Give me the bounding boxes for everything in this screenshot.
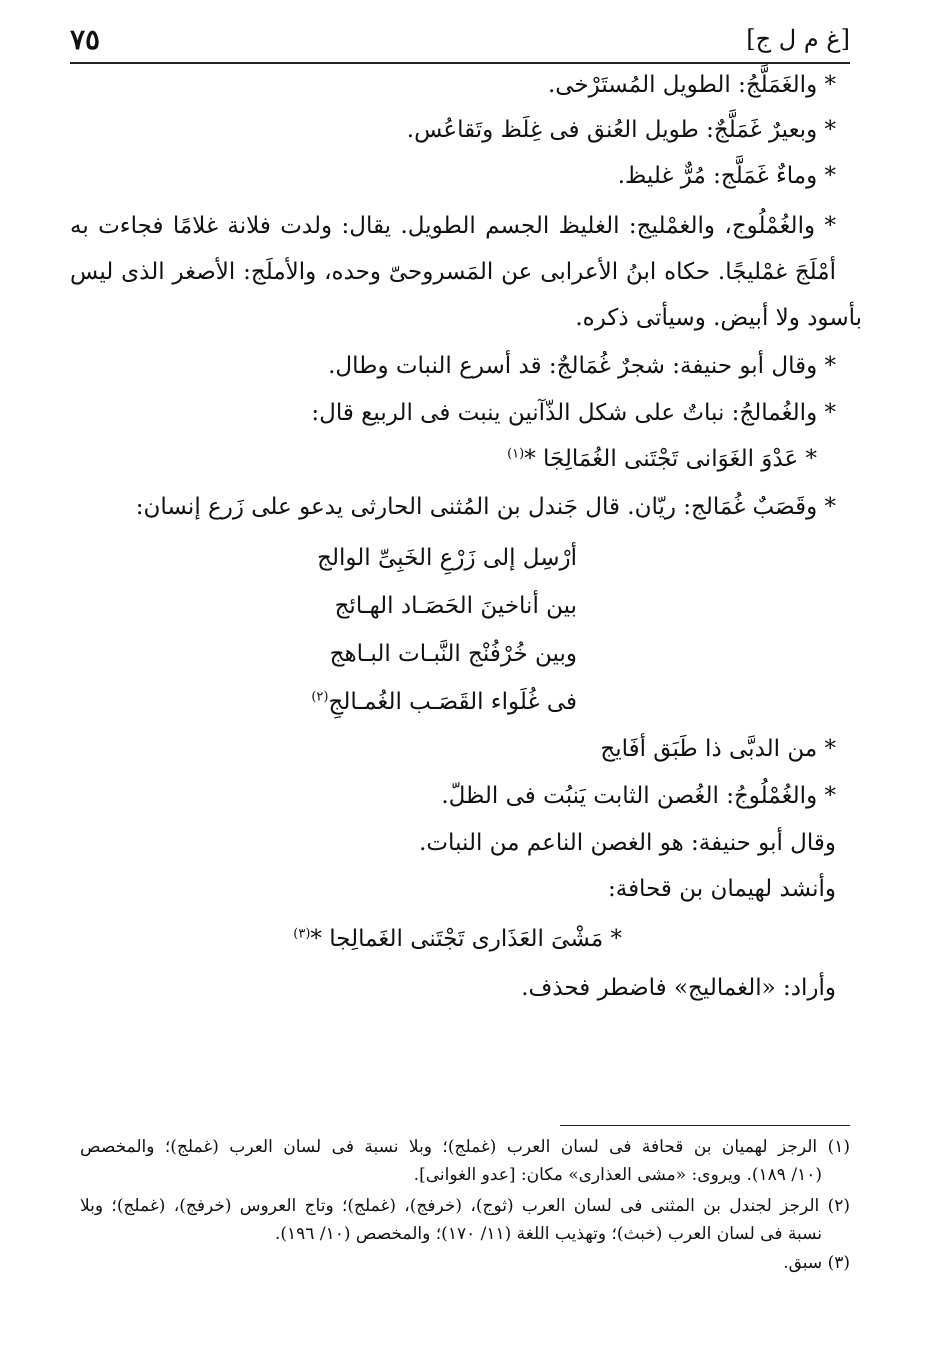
verse-line-1: [507, 446, 817, 474]
footnote-mark-3: (٣): [293, 926, 311, 942]
footnote-3: (٣) سبق.: [783, 1253, 850, 1273]
body-line-3: * وماءٌ غَمَلَّج: مُرٌّ غليظ.: [617, 163, 836, 189]
footnote-1-line-2: (١٠/ ١٨٩). ويروى: «مشى العذارى» مكان: [عدو الغوانى].: [413, 1165, 822, 1185]
footnote-rule: [560, 1125, 850, 1126]
poem-line-4-text: فى غُلَواء القَصَـب الغُمـالجِ: [328, 689, 577, 715]
body-line-14: وأنشد لهيمان بن قحافة:: [607, 876, 836, 902]
poem-line-2: بين أناخينَ الحَصَـاد الهـائج: [334, 593, 577, 619]
body-line-11: * من الدبَّى ذا طَبَق أفَايج: [600, 736, 836, 762]
body-line-5: أمْلَجَ غمْليجًا. حكاه ابنُ الأعرابى عن المَسروحىّ وحده، والأملَج: الأصغر الذى ليس: [70, 259, 836, 285]
verse-text-2: * مَشْىَ العَذَارى تَجْتَنى الغَمالِجا *: [310, 926, 622, 952]
verse-text: * عَدْوَ الغَوَانى تَجْتَنى الغُمَالِجَا *: [524, 446, 817, 472]
footnote-2-line-2: نسبة فى لسان العرب (خبث)؛ وتهذيب اللغة (١١/ ١٧٠)؛ والمخصص (١٠/ ١٩٦).: [274, 1224, 822, 1244]
page-header: [70, 20, 850, 58]
header-rule: [70, 62, 850, 64]
footnote-mark-1: (١): [507, 446, 525, 462]
running-head: [غ م ل ج]: [746, 25, 850, 53]
footnote-1-line-1: (١) الرجز لهميان بن قحافة فى لسان العرب (غملج)؛ وبلا نسبة فى لسان العرب (غملج)؛ والمخصص: [80, 1137, 850, 1157]
poem-line-4: [311, 689, 577, 717]
body-line-13: وقال أبو حنيفة: هو الغصن الناعم من النبات.: [419, 830, 836, 856]
body-line-12: * والغُمْلُوجُ: الغُصن الثابت يَنبُت فى الظلّ.: [441, 783, 836, 809]
body-line-10: * وقَصَبٌ غُمَالج: ريّان. قال جَندل بن المُثنى الحارثى يدعو على زَرع إنسان:: [135, 494, 836, 520]
body-line-1: * والغَمَلَّجُ: الطويل المُستَرْخى.: [547, 72, 836, 98]
body-line-15: وأراد: «الغماليج» فاضطر فحذف.: [521, 975, 836, 1001]
body-line-7: * وقال أبو حنيفة: شجرٌ غُمَالجٌ: قد أسرع النبات وطال.: [328, 353, 836, 379]
body-line-2: * وبعيرٌ غَمَلَّجٌ: طويل العُنق فى غِلَظ وتَقاعُس.: [406, 117, 836, 143]
poem-line-1: أرْسِل إلى زَرْعِ الخَبِىِّ الوالج: [317, 545, 577, 571]
page-number: ٧٥: [70, 22, 101, 56]
body-line-4: * والغُمْلُوج، والغمْليج: الغليظ الجسم الطويل. يقال: ولدت فلانة غلامًا فجاءت به: [70, 213, 836, 239]
poem-line-3: وبين خُرْفُنْج النَّبـات البـاهج: [329, 641, 577, 667]
footnote-2-line-1: (٢) الرجز لجندل بن المثنى فى لسان العرب (ثوج)، (خرفج)، (غملج)؛ وتاج العروس (خرفج)، (غملج)؛ وبلا: [80, 1196, 850, 1216]
body-line-8: * والغُمالجُ: نباتٌ على شكل الذّآنين ينبت فى الربيع قال:: [311, 400, 836, 426]
body-line-6: بأسود ولا أبيض. وسيأتى ذكره.: [575, 305, 862, 331]
footnote-mark-2: (٢): [311, 689, 329, 705]
verse-line-2: [293, 926, 622, 954]
